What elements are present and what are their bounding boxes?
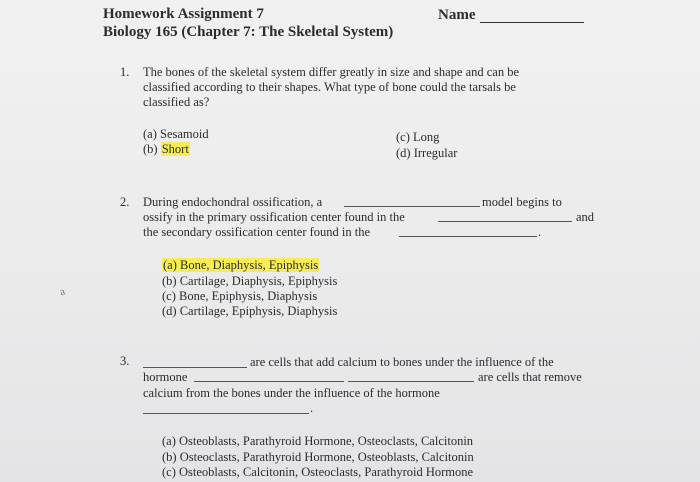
q3-text-line4-end: . [310,401,314,415]
q1-option-b-prefix: (b) [143,142,161,156]
q1-text-line2: classified according to their shapes. What type of bone could the tarsals be [143,80,516,94]
q1-number: 1. [120,65,130,79]
q2-text-line3-end: . [538,225,542,239]
q2-text-line1-end: model begins to [482,195,562,209]
q2-text-line1-start: During endochondral ossification, a [143,195,323,209]
q1-option-c: (c) Long [396,130,440,144]
assignment-title: Homework Assignment 7 [103,6,264,22]
q1-option-a: (a) Sesamoid [143,127,209,141]
q3-blank-1 [143,367,247,368]
q3-option-c: (c) Osteoblasts, Calcitonin, Osteoclasts, Parathyroid Hormone [162,465,474,479]
name-blank [480,22,584,23]
q2-option-a-highlight: (a) Bone, Diaphysis, Epiphysis [163,258,319,272]
margin-pencil-mark: a [58,285,67,299]
q3-text-line1-end: are cells that add calcium to bones under the influence of the [250,355,554,369]
q3-number: 3. [120,354,130,368]
q2-text-line2-start: ossify in the primary ossification center found in the [143,210,405,224]
q3-text-line2-end: are cells that remove [478,370,582,384]
q1-option-b [143,142,190,157]
q2-option-d: (d) Cartilage, Epiphysis, Diaphysis [162,304,338,318]
q2-text-line2-end: and [576,210,595,224]
q2-number: 2. [120,195,130,209]
q3-text-line3: calcium from the bones under the influence of the hormone [143,386,440,400]
q2-option-c: (c) Bone, Epiphysis, Diaphysis [162,289,318,303]
q3-blank-3 [348,381,474,382]
q2-option-a [162,258,319,273]
name-label: Name [438,7,476,23]
q3-blank-2 [194,381,344,382]
q2-text-line3-start: the secondary ossification center found in the [143,225,371,239]
q3-option-b: (b) Osteoclasts, Parathyroid Hormone, Osteoblasts, Calcitonin [162,450,474,464]
q1-text-line1: The bones of the skeletal system differ greatly in size and shape and can be [143,65,520,79]
q2-blank-2 [438,221,572,222]
q2-blank-3 [399,236,537,237]
q3-blank-4 [143,413,309,414]
q2-blank-1 [344,206,480,207]
q3-text-line2-start: hormone [143,370,188,384]
q2-option-b: (b) Cartilage, Diaphysis, Epiphysis [162,274,338,288]
q1-text-line3: classified as? [143,95,210,109]
q1-option-d: (d) Irregular [396,146,458,160]
q1-option-b-answer-highlight: Short [161,142,189,156]
q3-option-a: (a) Osteoblasts, Parathyroid Hormone, Osteoclasts, Calcitonin [162,434,474,448]
course-subtitle: Biology 165 (Chapter 7: The Skeletal System) [103,24,394,40]
